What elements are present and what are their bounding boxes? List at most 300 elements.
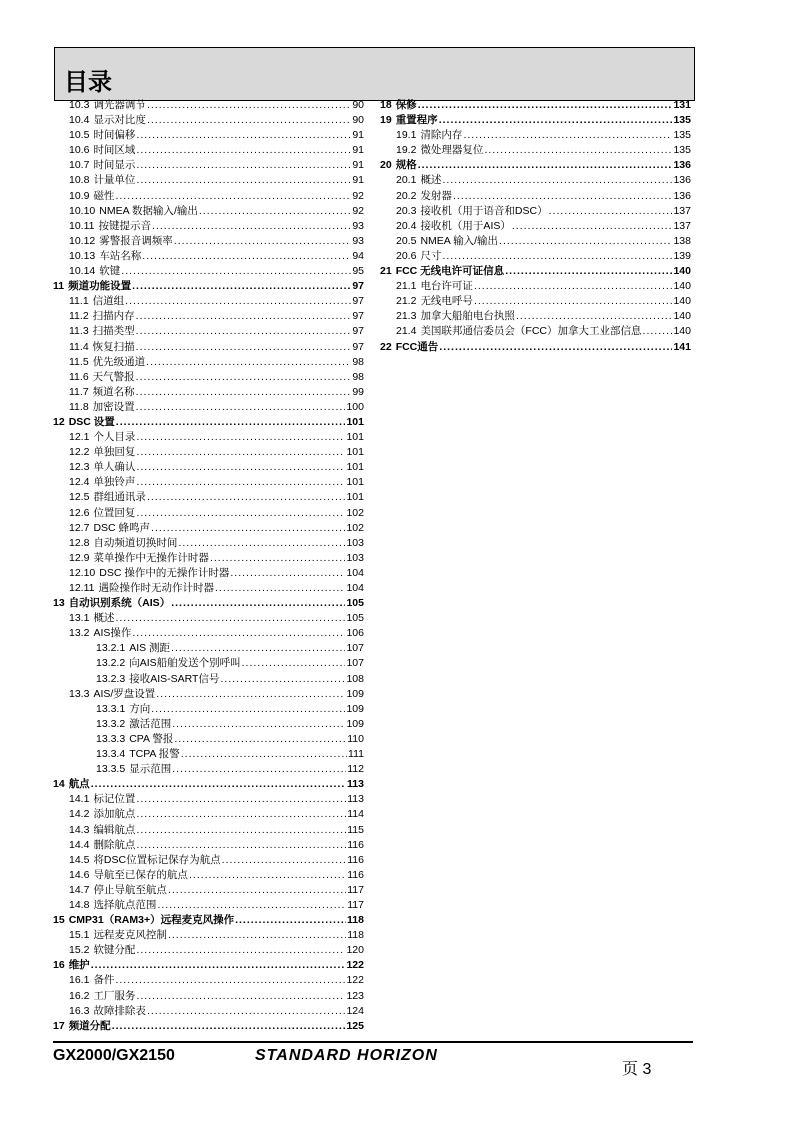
toc-entry-page: 112 [347, 763, 364, 776]
toc-entry-number: 14 [53, 778, 65, 791]
toc-entry[interactable] [53, 656, 364, 671]
toc-entry-number: 21.3 [396, 310, 417, 323]
toc-entry-label: 遇险操作时无动作计时器 [98, 582, 214, 594]
toc-entry-label: 接收机（用于语音和DSC） [420, 204, 548, 217]
toc-entry-label: 时间显示 [93, 159, 136, 172]
header-bar [54, 47, 695, 101]
toc-entry-label: 电台许可证 [420, 280, 473, 293]
toc-entry[interactable] [380, 219, 691, 234]
toc-entry[interactable] [380, 158, 691, 173]
toc-entry[interactable] [380, 279, 691, 294]
toc-entry-label: 恢复扫描 [92, 340, 135, 353]
toc-entry-page: 103 [346, 536, 364, 549]
toc-entry-number: 10.4 [69, 114, 90, 127]
toc-leader-dots [418, 158, 673, 173]
toc-entry-page: 120 [346, 944, 364, 957]
toc-leader-dots [156, 687, 345, 702]
toc-entry-label: CMP31（RAM3+）远程麦克风操作 [68, 914, 235, 927]
toc-entry-page: 135 [673, 114, 691, 127]
toc-leader-dots [136, 807, 346, 822]
toc-entry[interactable] [380, 143, 691, 158]
toc-entry-page: 117 [347, 898, 364, 911]
toc-entry-number: 10.3 [69, 99, 90, 111]
toc-entry-number: 12.10 [69, 566, 96, 579]
toc-entry-number: 12.4 [69, 476, 90, 489]
toc-entry-number: 13.3.5 [96, 763, 126, 776]
toc-entry-number: 12.5 [69, 491, 90, 504]
toc-entry-number: 12.11 [69, 582, 95, 594]
toc-entry[interactable] [380, 324, 691, 339]
toc-entry-label: 调光器调节 [93, 99, 146, 111]
toc-leader-dots [474, 294, 673, 309]
toc-entry[interactable] [53, 611, 364, 626]
toc-entry[interactable] [380, 128, 691, 143]
toc-entry[interactable] [53, 324, 364, 339]
toc-entry[interactable] [53, 913, 364, 928]
toc-leader-dots [499, 234, 672, 249]
toc-entry[interactable] [53, 641, 364, 656]
toc-entry[interactable] [53, 264, 364, 279]
toc-entry-number: 12.8 [69, 536, 90, 549]
toc-entry-number: 16.2 [69, 989, 90, 1002]
toc-entry-label: 概述 [420, 174, 442, 187]
toc-entry-page: 101 [346, 491, 364, 504]
toc-leader-dots [178, 536, 345, 551]
toc-leader-dots [168, 883, 346, 898]
toc-entry-label: 航点 [68, 778, 90, 791]
toc-entry[interactable] [380, 340, 691, 355]
toc-entry-label: DSC 蜂鸣声 [93, 521, 151, 534]
toc-entry-page: 136 [673, 189, 691, 202]
toc-entry-label: 软键分配 [93, 944, 136, 957]
toc-entry-label: 加拿大船舶电台执照 [420, 310, 515, 323]
toc-entry-label: 工厂服务 [93, 989, 136, 1002]
toc-leader-dots [136, 506, 345, 521]
toc-entry-label: 天气警报 [92, 370, 135, 383]
toc-entry[interactable] [53, 113, 364, 128]
toc-entry-number: 14.2 [69, 808, 90, 821]
toc-entry[interactable] [53, 204, 364, 219]
toc-leader-dots [171, 641, 345, 656]
toc-entry-label: 保修 [395, 99, 417, 111]
toc-entry-page: 118 [347, 929, 364, 942]
toc-entry[interactable] [380, 234, 691, 249]
toc-entry[interactable] [53, 868, 364, 883]
toc-entry-label: 单独铃声 [93, 476, 136, 489]
toc-leader-dots [136, 792, 346, 807]
toc-entry[interactable] [53, 158, 364, 173]
toc-entry[interactable] [53, 807, 364, 822]
toc-entry-number: 21 [380, 265, 392, 278]
toc-entry[interactable] [53, 143, 364, 158]
toc-leader-dots [115, 189, 351, 204]
toc-entry-label: 单人确认 [93, 461, 136, 474]
toc-entry[interactable] [53, 249, 364, 264]
toc-entry-page: 95 [352, 265, 364, 278]
toc-entry-page: 125 [346, 1019, 364, 1032]
toc-entry[interactable] [53, 1019, 364, 1034]
toc-entry-page: 93 [352, 219, 364, 232]
toc-entry[interactable] [53, 717, 364, 732]
toc-entry-label: 自动识别系统（AIS） [68, 597, 171, 610]
toc-entry-number: 11.3 [69, 325, 89, 338]
brand-logo: STANDARD HORIZON [255, 1047, 438, 1064]
toc-leader-dots [439, 113, 673, 128]
toc-entry-number: 13.3.4 [96, 748, 126, 761]
toc-entry-label: 选择航点范围 [93, 898, 157, 911]
toc-entry-label: 尺寸 [420, 249, 442, 262]
toc-entry[interactable] [53, 309, 364, 324]
toc-leader-dots [453, 189, 673, 204]
toc-entry-page: 116 [347, 853, 364, 866]
toc-entry[interactable] [53, 566, 364, 581]
toc-entry-page: 91 [352, 129, 364, 142]
toc-entry-number: 11 [53, 280, 65, 293]
toc-leader-dots [220, 672, 345, 687]
toc-entry[interactable] [53, 536, 364, 551]
toc-entry-number: 10.12 [69, 234, 96, 247]
toc-entry-number: 14.4 [69, 838, 90, 851]
toc-leader-dots [549, 204, 673, 219]
toc-entry[interactable] [53, 234, 364, 249]
toc-entry-label: 加密设置 [92, 400, 135, 413]
toc-entry-label: 标记位置 [93, 793, 136, 806]
toc-entry-label: 位置回复 [93, 506, 136, 519]
toc-entry-page: 141 [673, 340, 691, 353]
toc-entry-number: 10.10 [69, 204, 96, 217]
toc-entry-number: 15.1 [69, 929, 90, 942]
toc-entry-label: 发射器 [420, 189, 452, 202]
toc-leader-dots [463, 128, 672, 143]
toc-entry-label: 显示范围 [129, 763, 172, 776]
toc-entry-page: 109 [346, 687, 364, 700]
toc-entry-number: 14.5 [69, 853, 90, 866]
toc-entry-number: 19 [380, 114, 392, 127]
toc-leader-dots [474, 279, 673, 294]
toc-leader-dots [157, 898, 346, 913]
toc-entry-number: 14.3 [69, 823, 90, 836]
toc-entry-page: 97 [352, 325, 364, 338]
toc-entry-label: 接收机（用于AIS） [420, 219, 511, 232]
toc-entry-label: 远程麦克风控制 [93, 929, 167, 942]
toc-entry[interactable] [53, 551, 364, 566]
toc-entry-number: 13.2.1 [96, 642, 126, 655]
toc-leader-dots [147, 98, 351, 113]
toc-entry-number: 10.7 [69, 159, 90, 172]
toc-leader-dots [136, 989, 345, 1004]
toc-entry[interactable] [53, 490, 364, 505]
toc-entry-page: 91 [352, 159, 364, 172]
toc-entry[interactable] [53, 385, 364, 400]
toc-entry-label: 车站名称 [99, 249, 142, 262]
toc-entry-page: 98 [352, 370, 364, 383]
toc-entry-number: 10.6 [69, 144, 90, 157]
toc-entry-label: 个人目录 [93, 431, 136, 444]
toc-leader-dots [235, 913, 346, 928]
toc-entry[interactable] [53, 838, 364, 853]
toc-leader-dots [136, 385, 352, 400]
toc-entry-page: 116 [347, 868, 364, 881]
toc-entry-page: 90 [352, 99, 364, 111]
toc-entry-label: 删除航点 [93, 838, 136, 851]
toc-entry-label: DSC 设置 [68, 415, 115, 428]
toc-entry-number: 18 [380, 99, 392, 111]
toc-entry[interactable] [53, 792, 364, 807]
toc-entry-label: 菜单操作中无操作计时器 [93, 551, 209, 564]
toc-entry-number: 13.3.1 [96, 702, 126, 715]
toc-entry-label: 接收AIS-SART信号 [129, 672, 220, 685]
toc-entry-label: 计量单位 [93, 174, 136, 187]
toc-entry-label: 扫描类型 [92, 325, 135, 338]
toc-entry-label: 编辑航点 [93, 823, 136, 836]
toc-entry-page: 97 [352, 295, 364, 308]
toc-entry-label: 雾警报音调频率 [99, 234, 173, 247]
toc-entry-page: 91 [352, 174, 364, 187]
toc-entry-label: 美国联邦通信委员会（FCC）加拿大工业部信息 [420, 325, 642, 338]
toc-entry[interactable] [53, 189, 364, 204]
toc-entry-page: 92 [352, 189, 364, 202]
toc-entry[interactable] [53, 1004, 364, 1019]
toc-entry[interactable] [380, 249, 691, 264]
toc-leader-dots [172, 762, 346, 777]
toc-leader-dots [136, 309, 352, 324]
toc-entry-number: 13.2.3 [96, 672, 126, 685]
toc-entry-page: 92 [352, 204, 364, 217]
toc-entry-number: 16 [53, 959, 65, 972]
toc-entry-label: 将DSC位置标记保存为航点 [93, 853, 221, 866]
toc-entry-page: 105 [346, 612, 364, 625]
toc-entry-number: 19.1 [396, 129, 417, 142]
toc-entry-page: 93 [352, 234, 364, 247]
toc-entry-page: 138 [673, 234, 691, 247]
toc-leader-dots [643, 324, 673, 339]
toc-entry[interactable] [380, 173, 691, 188]
toc-leader-dots [147, 1004, 346, 1019]
toc-entry[interactable] [53, 898, 364, 913]
toc-entry-label: 规格 [395, 159, 417, 172]
toc-entry-label: 频道功能设置 [68, 280, 132, 293]
toc-entry[interactable] [53, 687, 364, 702]
toc-entry-number: 14.1 [69, 793, 90, 806]
toc-entry-label: 按键提示音 [98, 219, 151, 232]
toc-entry[interactable] [53, 581, 364, 596]
toc-entry-number: 20.2 [396, 189, 417, 202]
toc-entry[interactable] [53, 279, 364, 294]
toc-entry-number: 11.4 [69, 340, 89, 353]
toc-entry-page: 90 [352, 114, 364, 127]
toc-entry-label: 软键 [99, 265, 121, 278]
toc-entry[interactable] [53, 672, 364, 687]
toc-leader-dots [174, 234, 352, 249]
toc-entry-page: 111 [348, 748, 364, 761]
toc-leader-dots [112, 1019, 346, 1034]
toc-entry-page: 117 [347, 883, 364, 896]
toc-entry[interactable] [53, 973, 364, 988]
toc-entry-page: 107 [346, 642, 364, 655]
toc-leader-dots [136, 838, 346, 853]
toc-entry[interactable] [53, 98, 364, 113]
toc-entry[interactable] [53, 989, 364, 1004]
toc-entry-page: 109 [346, 717, 364, 730]
toc-entry-number: 19.2 [396, 144, 417, 157]
toc-entry-label: 清除内存 [420, 129, 463, 142]
toc-entry-number: 10.9 [69, 189, 90, 202]
toc-entry-label: 故障排除表 [93, 1004, 146, 1017]
toc-left-column [53, 98, 364, 1034]
toc-entry-page: 97 [352, 340, 364, 353]
toc-entry-page: 100 [346, 400, 364, 413]
toc-entry[interactable] [53, 762, 364, 777]
toc-leader-dots [516, 309, 673, 324]
toc-leader-dots [136, 445, 345, 460]
toc-leader-dots [136, 475, 345, 490]
toc-entry-number: 20.6 [396, 249, 417, 262]
toc-entry-label: 向AIS船舶发送个别呼叫 [129, 657, 241, 670]
toc-leader-dots [442, 249, 672, 264]
toc-leader-dots [132, 626, 345, 641]
toc-entry-page: 110 [347, 732, 364, 745]
toc-entry-label: 方向 [129, 702, 151, 715]
toc-entry-page: 104 [346, 566, 364, 579]
toc-entry[interactable] [380, 294, 691, 309]
toc-leader-dots [215, 581, 345, 596]
page-title: 目录 [64, 69, 112, 96]
toc-leader-dots [181, 747, 347, 762]
toc-entry-number: 13 [53, 597, 65, 610]
toc-entry-page: 102 [346, 521, 364, 534]
toc-entry[interactable] [53, 355, 364, 370]
toc-entry[interactable] [53, 596, 364, 611]
toc-entry[interactable] [380, 309, 691, 324]
toc-entry-label: 自动频道切换时间 [93, 536, 178, 549]
toc-entry[interactable] [53, 400, 364, 415]
toc-leader-dots [439, 340, 672, 355]
toc-leader-dots [136, 128, 351, 143]
toc-entry-page: 107 [346, 657, 364, 670]
toc-entry-number: 12.6 [69, 506, 90, 519]
toc-entry[interactable] [53, 173, 364, 188]
toc-entry-number: 15.2 [69, 944, 90, 957]
toc-entry-page: 97 [352, 310, 364, 323]
toc-leader-dots [116, 415, 346, 430]
toc-leader-dots [505, 264, 672, 279]
toc-leader-dots [210, 551, 346, 566]
toc-entry-page: 118 [347, 914, 364, 927]
toc-entry[interactable] [53, 219, 364, 234]
toc-entry-number: 11.2 [69, 310, 89, 323]
toc-entry-number: 21.1 [396, 280, 417, 293]
toc-entry-page: 140 [673, 310, 691, 323]
toc-entry-page: 114 [347, 808, 364, 821]
toc-entry[interactable] [53, 883, 364, 898]
toc-entry-label: FCC 无线电许可证信息 [395, 265, 505, 278]
toc-entry[interactable] [53, 415, 364, 430]
toc-entry[interactable] [53, 370, 364, 385]
toc-entry[interactable] [380, 113, 691, 128]
toc-entry-label: 频道名称 [92, 385, 135, 398]
toc-entry[interactable] [53, 340, 364, 355]
toc-entry-number: 10.5 [69, 129, 90, 142]
toc-entry-number: 10.11 [69, 219, 95, 232]
toc-leader-dots [230, 566, 345, 581]
toc-entry-number: 13.2 [69, 627, 90, 640]
toc-entry[interactable] [53, 626, 364, 641]
toc-entry[interactable] [380, 204, 691, 219]
toc-entry[interactable] [53, 128, 364, 143]
toc-entry-number: 13.1 [69, 612, 90, 625]
toc-entry-page: 136 [673, 174, 691, 187]
toc-entry-number: 14.8 [69, 898, 90, 911]
toc-entry-number: 14.6 [69, 868, 90, 881]
toc-entry-number: 11.1 [69, 295, 89, 308]
toc-entry-label: AIS操作 [93, 627, 132, 640]
toc-entry[interactable] [53, 823, 364, 838]
toc-entry[interactable] [53, 747, 364, 762]
toc-entry-label: 磁性 [93, 189, 115, 202]
toc-entry-page: 135 [673, 129, 691, 142]
toc-leader-dots [242, 656, 346, 671]
toc-entry-label: DSC 操作中的无操作计时器 [99, 566, 230, 579]
toc-entry[interactable] [53, 445, 364, 460]
toc-entry[interactable] [53, 702, 364, 717]
toc-entry[interactable] [53, 430, 364, 445]
toc-entry[interactable] [53, 943, 364, 958]
toc-entry-page: 101 [346, 415, 364, 428]
toc-entry-page: 140 [673, 295, 691, 308]
toc-entry-number: 11.6 [69, 370, 89, 383]
toc-entry-page: 113 [347, 793, 364, 806]
toc-entry-number: 16.3 [69, 1004, 90, 1017]
toc-leader-dots [199, 204, 351, 219]
toc-entry-page: 102 [346, 506, 364, 519]
toc-entry-number: 21.2 [396, 295, 417, 308]
toc-entry-label: 时间偏移 [93, 129, 136, 142]
toc-entry[interactable] [53, 521, 364, 536]
toc-entry-page: 137 [673, 204, 691, 217]
footer-divider [53, 1041, 693, 1043]
toc-entry-label: TCPA 报警 [129, 748, 180, 761]
toc-right-column [380, 98, 691, 355]
toc-entry-label: 优先级通道 [92, 355, 146, 368]
toc-entry[interactable] [53, 475, 364, 490]
toc-entry[interactable] [53, 506, 364, 521]
toc-entry-number: 13.2.2 [96, 657, 126, 670]
toc-entry-number: 20 [380, 159, 392, 172]
toc-entry[interactable] [53, 928, 364, 943]
toc-entry-label: 信道组 [92, 295, 125, 308]
toc-entry[interactable] [53, 777, 364, 792]
toc-leader-dots [136, 823, 346, 838]
toc-leader-dots [136, 143, 351, 158]
toc-entry-page: 105 [346, 597, 364, 610]
toc-entry-page: 101 [346, 431, 364, 444]
toc-entry-number: 14.7 [69, 883, 90, 896]
toc-entry-label: 扫描内存 [92, 310, 135, 323]
toc-entry[interactable] [53, 732, 364, 747]
toc-entry[interactable] [380, 189, 691, 204]
toc-entry[interactable] [53, 460, 364, 475]
toc-entry-page: 103 [346, 551, 364, 564]
toc-leader-dots [484, 143, 672, 158]
toc-entry[interactable] [380, 98, 691, 113]
toc-leader-dots [136, 340, 352, 355]
toc-entry[interactable] [53, 853, 364, 868]
toc-leader-dots [115, 973, 345, 988]
toc-entry[interactable] [53, 294, 364, 309]
toc-entry-page: 101 [346, 446, 364, 459]
toc-entry[interactable] [53, 958, 364, 973]
toc-entry[interactable] [380, 264, 691, 279]
